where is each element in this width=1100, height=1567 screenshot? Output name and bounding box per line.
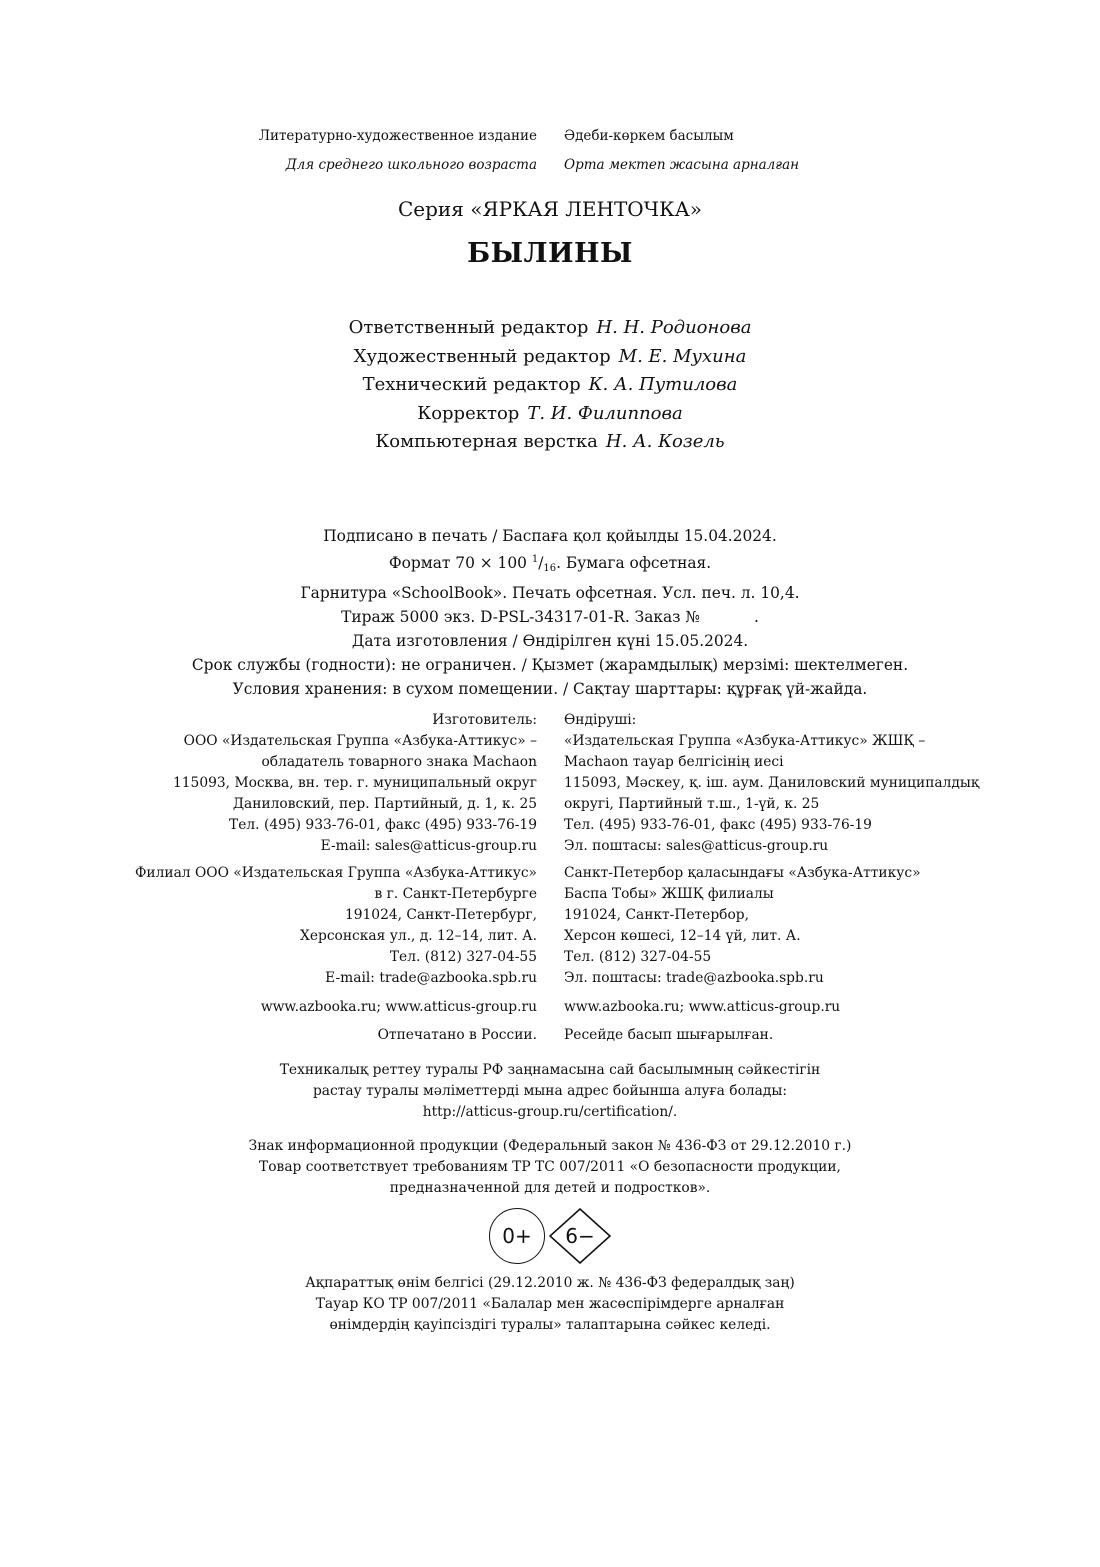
credit-role: Корректор <box>417 402 520 424</box>
branch-line: Филиал ООО «Издательская Группа «Азбука-Аттикус» <box>134 865 537 881</box>
manufacturer-kz <box>564 710 979 857</box>
kz-law-line: өнімдердің қауіпсіздігі туралы» талаптарына сәйкес келеді. <box>329 1317 771 1333</box>
series-title: Серия «ЯРКАЯ ЛЕНТОЧКА» <box>397 197 702 221</box>
info-law-line: Товар соответствует требованиям ТР ТС 007/2011 «О безопасности продукции, <box>259 1159 841 1175</box>
age-group-ru: Для среднего школьного возраста <box>285 157 537 173</box>
credit-line <box>0 400 1100 429</box>
credit-line <box>0 428 1100 457</box>
imprint-details <box>0 524 1100 701</box>
age-group-kz: Орта мектеп жасына арналған <box>564 157 800 173</box>
kz-law-line: Тауар КО ТР 007/2011 «Балалар мен жасөспірімдерге арналған <box>315 1296 785 1312</box>
manufacturer-line: 115093, Москва, вн. тер. г. муниципальный округ <box>173 775 537 791</box>
kz-law-line: Ақпараттық өнім белгісі (29.12.2010 ж. № 436-ФЗ федералдық заң) <box>305 1275 795 1291</box>
age-rating-circle-badge: 0+ <box>489 1208 545 1264</box>
age-rating-diamond-badge <box>549 1208 611 1264</box>
manufacturer-line: обладатель товарного знака Machaon <box>261 754 537 770</box>
info-law-line: Знак информационной продукции (Федеральный закон № 436-ФЗ от 29.12.2010 г.) <box>248 1138 852 1154</box>
typeface-line: Гарнитура «SchoolBook». Печать офсетная. Усл. печ. л. 10,4. <box>300 584 800 602</box>
kz-info-law-note <box>0 1273 1100 1336</box>
credit-name: Н. А. Козель <box>605 431 725 452</box>
credit-name: К. А. Путилова <box>588 374 738 395</box>
manufacturer-line: Даниловский, пер. Партийный, д. 1, к. 25 <box>232 796 537 812</box>
manufacturer-line: Изготовитель: <box>432 712 537 728</box>
branch-line: Херсонская ул., д. 12–14, лит. А. <box>300 928 537 944</box>
branch-line: Тел. (812) 327-04-55 <box>389 949 537 965</box>
format-slash: / <box>538 554 544 572</box>
shelf-life: Срок службы (годности): не ограничен. / Қызмет (жарамдылық) мерзімі: шектелмеген. <box>191 656 909 674</box>
branch-line: Херсон көшесі, 12–14 үй, лит. А. <box>564 928 801 944</box>
book-title: БЫЛИНЫ <box>467 238 633 269</box>
credit-role: Ответственный редактор <box>348 317 589 338</box>
manufacturer-line: «Издательская Группа «Азбука-Аттикус» ЖШҚ – <box>564 733 926 749</box>
info-law-line: предназначенной для детей и подростков». <box>389 1180 711 1196</box>
certification-note <box>0 1060 1100 1123</box>
certification-line: Техникалық реттеу туралы РФ заңнамасына сай басылымның сәйкестігін <box>279 1062 821 1078</box>
credit-role: Художественный редактор <box>353 345 611 367</box>
branch-kz <box>564 863 921 989</box>
edition-type-kz: Әдеби-көркем басылым <box>564 128 734 144</box>
branch-line: Санкт-Петербор қаласындағы «Азбука-Аттикус» <box>564 865 921 881</box>
print-run-text: Тираж 5000 экз. D-PSL-34317-01-R. Заказ № <box>341 608 701 626</box>
printed-in-kz: Ресейде басып шығарылған. <box>564 1027 774 1043</box>
manufacturer-email: Эл. поштасы: sales@atticus-group.ru <box>564 838 829 854</box>
branch-line: Тел. (812) 327-04-55 <box>564 949 712 965</box>
credit-name: Н. Н. Родионова <box>596 317 752 338</box>
websites-ru: www.azbooka.ru; www.atticus-group.ru <box>260 999 537 1015</box>
edition-type-ru: Литературно-художественное издание <box>258 128 537 144</box>
branch-ru <box>135 863 537 989</box>
format-denominator: 16 <box>543 563 557 574</box>
websites-kz: www.azbooka.ru; www.atticus-group.ru <box>564 999 841 1015</box>
certification-line: растау туралы мәліметтерді мына адрес бойынша алуға болады: <box>312 1083 788 1099</box>
edition-header-kz <box>564 122 799 180</box>
manufacturer-line: Тел. (495) 933-76-01, факс (495) 933-76-19 <box>564 817 872 833</box>
certification-url: http://atticus-group.ru/certification/. <box>422 1104 678 1120</box>
credits-list <box>0 314 1100 457</box>
credit-name: М. Е. Мухина <box>618 345 747 367</box>
manufacturer-ru <box>173 710 537 857</box>
branch-line: в г. Санкт-Петербурге <box>374 886 537 902</box>
format-suffix: . Бумага офсетная. <box>556 554 712 572</box>
credit-name: Т. И. Филиппова <box>527 402 683 424</box>
manufacturer-line: округі, Партийный т.ш., 1-үй, к. 25 <box>564 796 820 812</box>
branch-email: E-mail: trade@azbooka.spb.ru <box>325 970 537 986</box>
manufacture-date: Дата изготовления / Өндірілген күні 15.05.2024. <box>351 632 749 650</box>
info-law-note <box>0 1136 1100 1199</box>
manufacturer-line: ООО «Издательская Группа «Азбука-Аттикус» – <box>183 733 537 749</box>
edition-header-ru <box>259 122 537 180</box>
age-rating-badges <box>0 1208 1100 1268</box>
credit-line <box>0 314 1100 343</box>
printed-in-ru: Отпечатано в России. <box>377 1027 537 1043</box>
signed-date: Подписано в печать / Баспаға қол қойылды 15.04.2024. <box>323 527 777 545</box>
manufacturer-line: Тел. (495) 933-76-01, факс (495) 933-76-19 <box>229 817 537 833</box>
branch-line: Баспа Тобы» ЖШҚ филиалы <box>564 886 774 902</box>
credit-role: Компьютерная верстка <box>375 431 598 452</box>
credit-line <box>0 371 1100 400</box>
branch-email: Эл. поштасы: trade@azbooka.spb.ru <box>564 970 824 986</box>
format-line <box>0 548 1100 581</box>
format-prefix: Формат 70 × 100 <box>388 554 532 572</box>
storage-conditions: Условия хранения: в сухом помещении. / Сақтау шарттары: құрғақ үй-жайда. <box>232 680 868 698</box>
manufacturer-line: Machaon тауар белгісінің иесі <box>564 754 784 770</box>
manufacturer-line: 115093, Мәскеу, қ. іш. аум. Даниловский муниципалдық <box>564 775 980 791</box>
format-numerator: 1 <box>531 554 539 565</box>
print-run-line <box>0 605 1100 629</box>
manufacturer-line: Өндіруші: <box>564 712 637 728</box>
branch-line: 191024, Санкт-Петербор, <box>564 907 749 923</box>
credit-line <box>0 343 1100 372</box>
print-run-suffix: . <box>754 608 759 626</box>
credit-role: Технический редактор <box>362 374 581 395</box>
manufacturer-email: E-mail: sales@atticus-group.ru <box>320 838 537 854</box>
age-rating-diamond-text: 6− <box>565 1224 595 1248</box>
branch-line: 191024, Санкт-Петербург, <box>344 907 537 923</box>
